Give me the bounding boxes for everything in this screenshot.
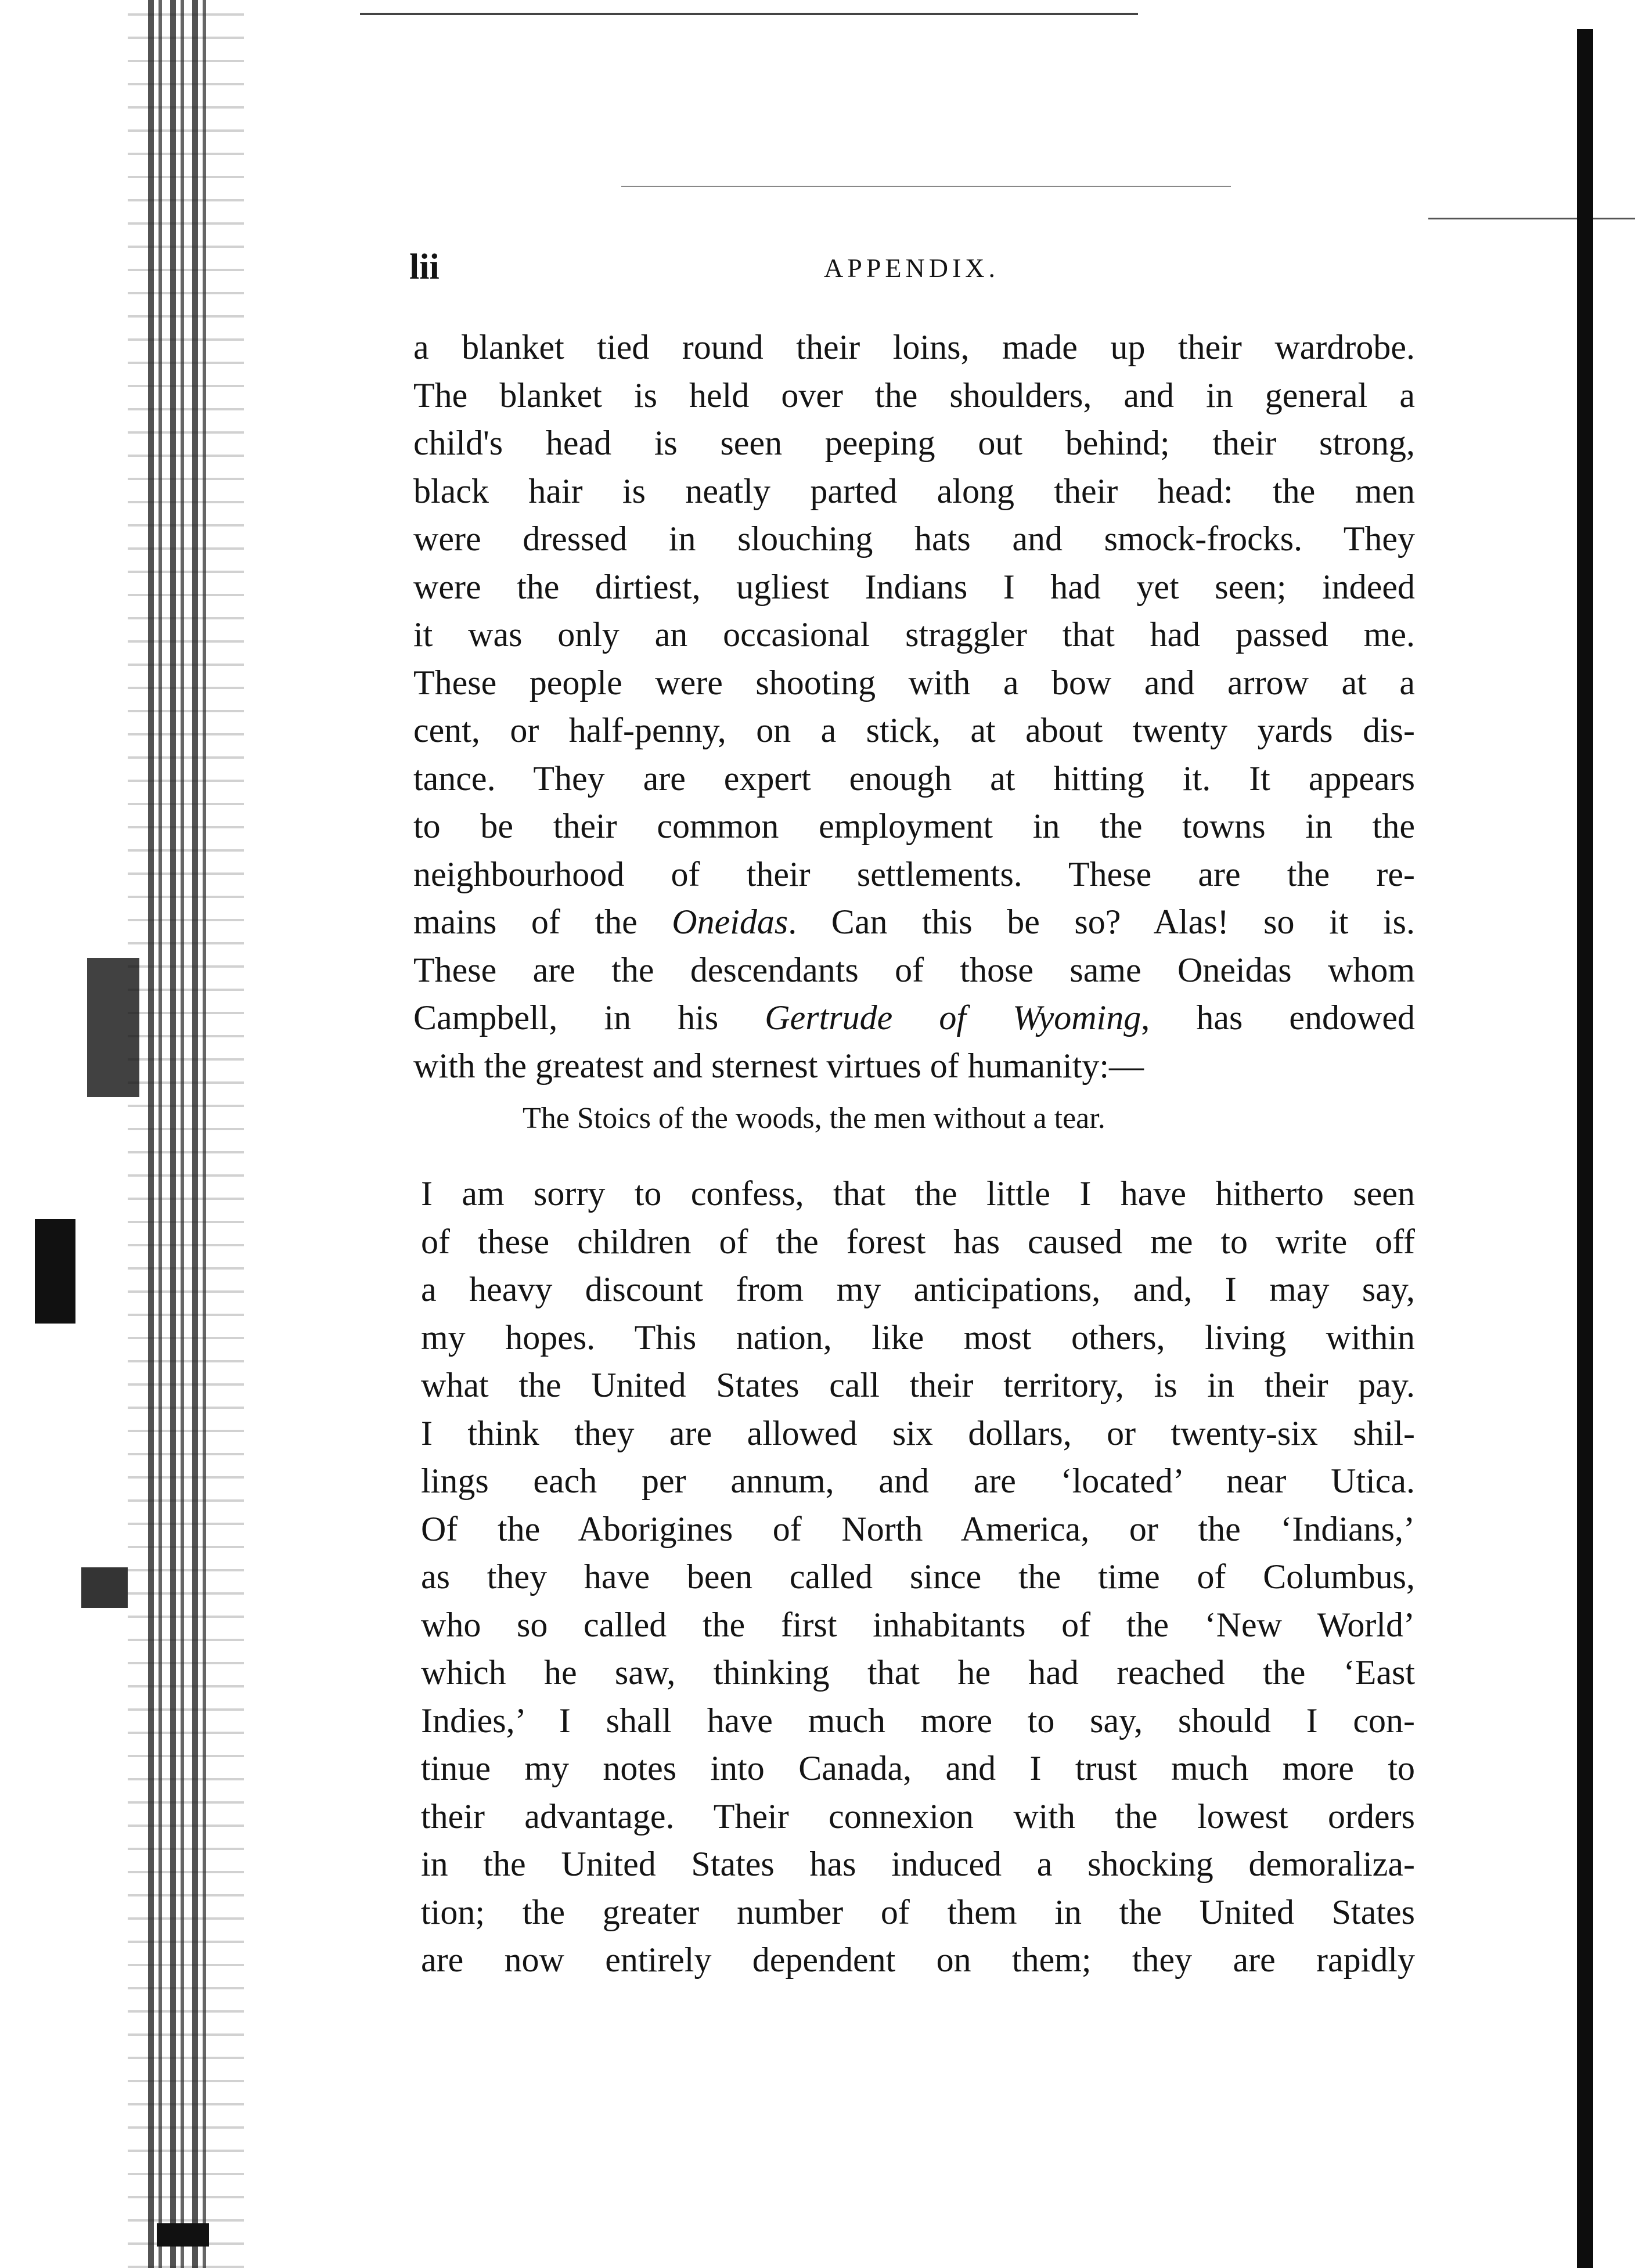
text-line: tion; the greater number of them in the United States [421, 1892, 1415, 1931]
text-line: to be their common employment in the towns in the [413, 807, 1415, 845]
text-line: were the dirtiest, ugliest Indians I had yet seen; indeed [413, 567, 1415, 606]
italic-title: Gertrude of Wyoming [765, 998, 1141, 1037]
scan-blot [157, 2223, 209, 2247]
text-line: The blanket is held over the shoulders, and in general a [413, 376, 1415, 414]
text-line: lings each per annum, and are ‘located’ near Utica. [421, 1462, 1415, 1500]
text-line: as they have been called since the time of Columbus, [421, 1557, 1415, 1596]
text-line: These are the descendants of those same Oneidas whom [413, 950, 1415, 989]
text-line: which he saw, thinking that he had reached the ‘East [421, 1653, 1415, 1692]
italic-term: Oneidas [672, 903, 788, 941]
block-quote: The Stoics of the woods, the men without a tear. [523, 1102, 1105, 1135]
text-line: cent, or half-penny, on a stick, at about twenty yards dis- [413, 711, 1415, 749]
text-line: what the United States call their territory, is in their pay. [421, 1366, 1415, 1404]
text-line: tance. They are expert enough at hitting it. It appears [413, 759, 1415, 798]
binding-edge [148, 0, 212, 2268]
page-number: lii [409, 247, 440, 287]
text-line: tinue my notes into Canada, and I trust much more to [421, 1749, 1415, 1787]
text-line: their advantage. Their connexion with the lowest orders [421, 1797, 1415, 1836]
scan-blot [87, 958, 139, 1097]
top-scan-rule [360, 13, 1138, 15]
text-line: I think they are allowed six dollars, or twenty-six shil- [421, 1414, 1415, 1452]
text-line: a heavy discount from my anticipations, and, I may say, [421, 1270, 1415, 1308]
text-line: a blanket tied round their loins, made up their wardrobe. [413, 328, 1415, 366]
paragraph-2 [421, 1170, 1415, 1984]
text-line: who so called the first inhabitants of the ‘New World’ [421, 1605, 1415, 1644]
text-segment: , has endowed [1141, 998, 1416, 1037]
running-title: APPENDIX. [824, 253, 999, 283]
text-line: are now entirely dependent on them; they are rapidly [421, 1941, 1415, 1979]
scan-blot [81, 1567, 128, 1608]
paragraph-1 [413, 323, 1415, 1090]
text-line: it was only an occasional straggler that had passed me. [413, 615, 1415, 654]
scan-blot [35, 1219, 75, 1324]
right-scan-rule [1428, 218, 1635, 219]
text-segment: Campbell, in his [413, 998, 765, 1037]
running-head [409, 247, 1414, 293]
text-line: I am sorry to confess, that the little I have hitherto seen [421, 1174, 1415, 1213]
text-line [413, 994, 1415, 1042]
text-line: child's head is seen peeping out behind; their strong, [413, 424, 1415, 462]
text-line: Of the Aborigines of North America, or the ‘Indians,’ [421, 1509, 1415, 1548]
text-line: in the United States has induced a shocking demoraliza- [421, 1845, 1415, 1883]
text-segment: mains of the [413, 903, 672, 941]
text-segment: . Can this be so? Alas! so it is. [788, 903, 1415, 941]
text-line [413, 898, 1415, 946]
text-line: black hair is neatly parted along their head: the men [413, 471, 1415, 510]
text-line: Indies,’ I shall have much more to say, should I con- [421, 1701, 1415, 1740]
top-scan-rule [621, 186, 1231, 187]
text-line: neighbourhood of their settlements. These are the re- [413, 854, 1415, 893]
text-line: These people were shooting with a bow and arrow at a [413, 663, 1415, 702]
text-line: with the greatest and sternest virtues of humanity:— [413, 1046, 1144, 1085]
text-line: were dressed in slouching hats and smock-frocks. They [413, 520, 1415, 558]
page-edge-right [1577, 29, 1593, 2268]
text-line: my hopes. This nation, like most others, living within [421, 1318, 1415, 1357]
text-line: of these children of the forest has caused me to write off [421, 1222, 1415, 1261]
